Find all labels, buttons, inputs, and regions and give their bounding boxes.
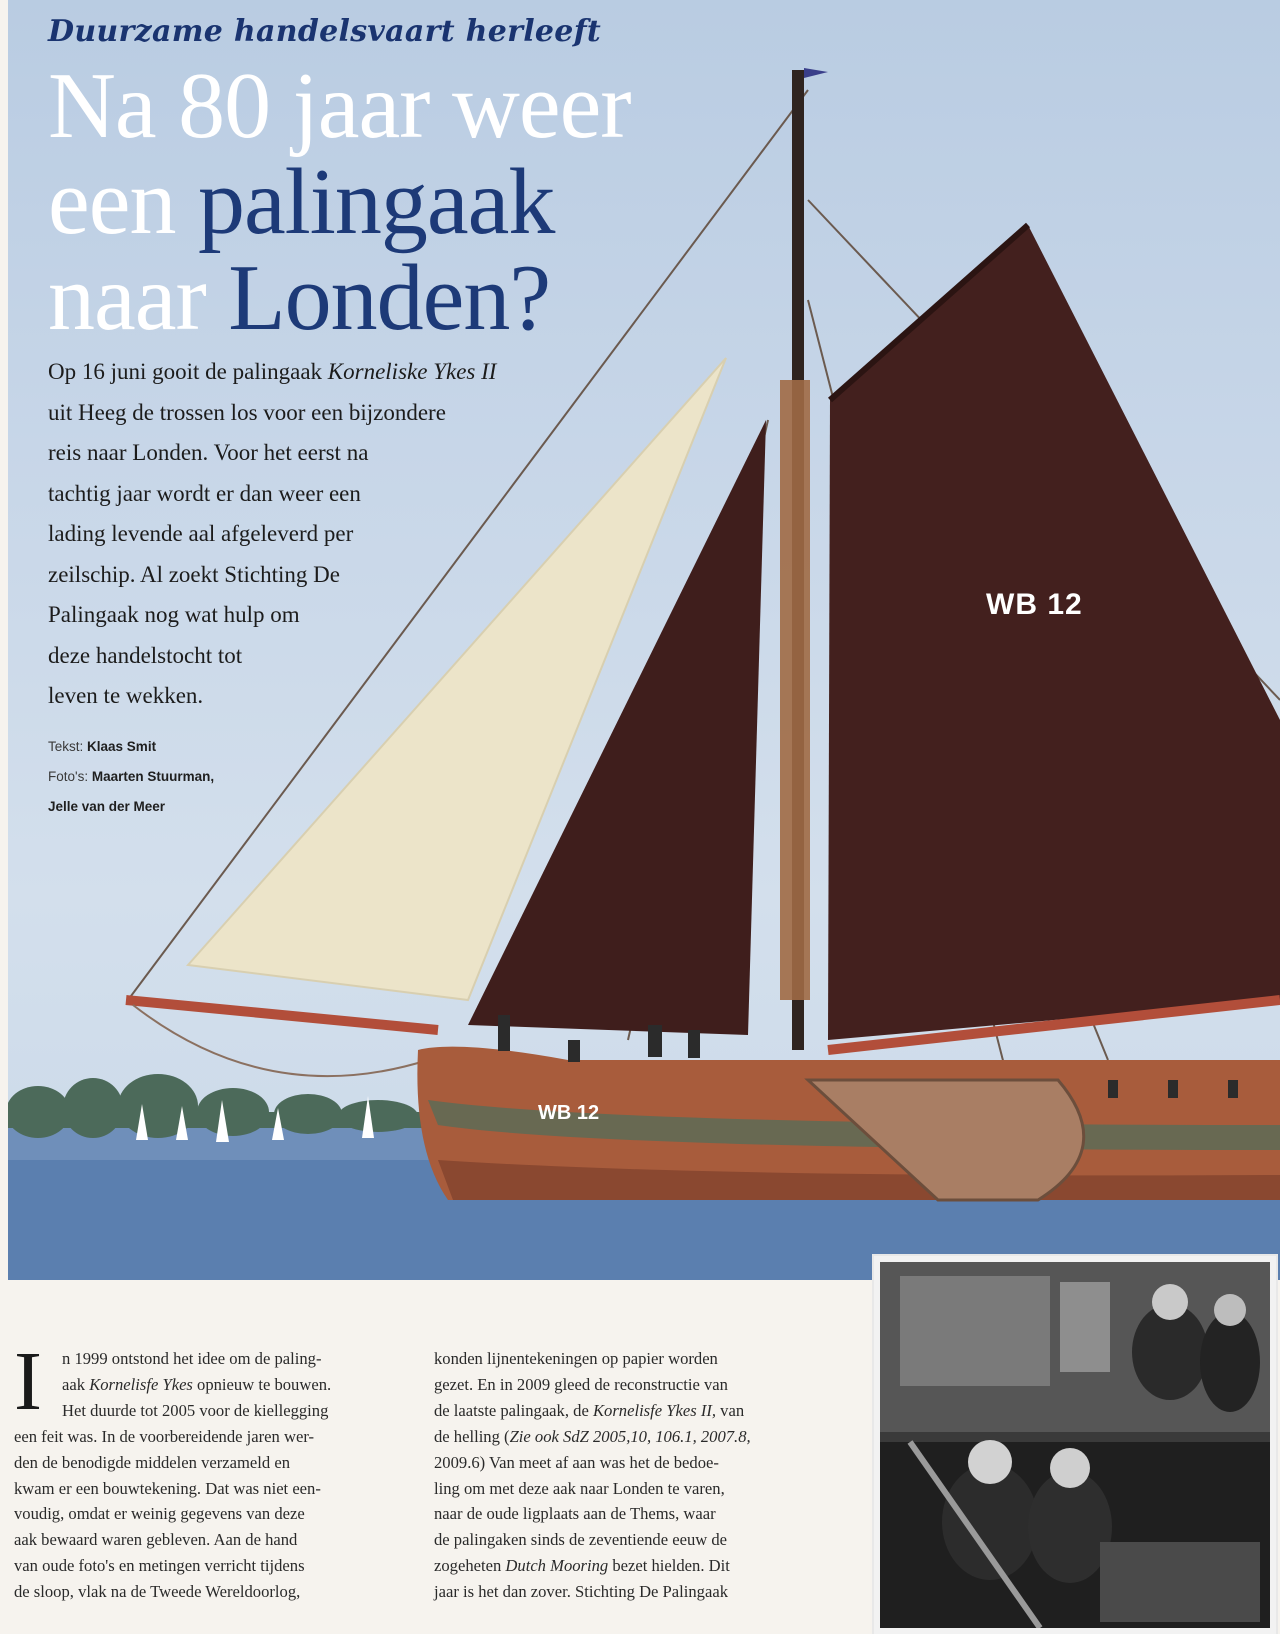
lead-line: uit Heeg de trossen los voor een bijzondere [48, 399, 446, 425]
article-credits [48, 732, 348, 822]
mooring-name: Dutch Mooring [505, 1556, 609, 1576]
body-line: gezet. En in 2009 gleed de reconstructie van [434, 1374, 728, 1394]
body-column-2 [434, 1346, 834, 1605]
lead-line: leven te wekken. [48, 683, 204, 708]
body-line: voudig, omdat er weinig gegevens van deze [14, 1504, 305, 1524]
photo-credit-cont [48, 792, 348, 822]
body-line: aak bewaard waren gebleven. Aan de hand [14, 1530, 298, 1550]
sail-number: WB 12 [986, 588, 1083, 621]
body-text: bezet hielden. Dit [608, 1556, 730, 1576]
body-column-1 [14, 1335, 404, 1605]
body-line [434, 1424, 834, 1450]
body-line: konden lijnentekeningen op papier worden [434, 1349, 718, 1368]
archive-photo [872, 1254, 1278, 1634]
body-text: de helling ( [434, 1426, 510, 1446]
headline-line-3 [48, 246, 768, 350]
ship-name: Kornelisfe Ykes II, [592, 1400, 717, 1420]
body-text: zogeheten [434, 1556, 506, 1576]
hull-number: WB 12 [538, 1102, 600, 1124]
text-credit-label: Tekst: [48, 739, 84, 754]
body-line [14, 1372, 404, 1398]
body-line [434, 1398, 834, 1424]
body-line: den de benodigde middelen verzameld en [14, 1452, 290, 1472]
sailing-ship-photo [8, 0, 1280, 1280]
body-line: Het duurde tot 2005 voor de kiellegging [62, 1400, 329, 1420]
lead-line [48, 352, 548, 393]
lead-line: zeilschip. Al zoekt Stichting De [48, 561, 340, 587]
body-text: aak [62, 1374, 90, 1394]
body-line: de sloop, vlak na de Tweede Wereldoorlog, [14, 1582, 301, 1602]
body-text: opnieuw te bouwen. [192, 1374, 332, 1394]
bowsprit [126, 1000, 438, 1030]
lead-line: deze handelstocht tot [48, 642, 243, 668]
body-line: n 1999 ontstond het idee om de paling- [62, 1349, 322, 1368]
body-line: ling om met deze aak naar Londen te varen, [434, 1478, 725, 1498]
lead-text: Op 16 juni gooit de palingaak [48, 359, 328, 384]
body-line: kwam er een bouwtekening. Dat was niet een- [14, 1478, 321, 1498]
body-line: 2009.6) Van meet af aan was het de bedoe- [434, 1452, 719, 1472]
lead-line: lading levende aal afgeleverd per [48, 521, 354, 546]
reference-citation: Zie ook SdZ 2005,10, 106.1, 2007.8, [509, 1426, 751, 1446]
body-line: jaar is het dan zover. Stichting De Palingaak [434, 1582, 728, 1602]
ship-name: Kornelisfe Ykes [89, 1374, 193, 1394]
photo-credit-label: Foto's: [48, 769, 89, 784]
headline-line-2 [48, 150, 768, 254]
lead-line: reis naar Londen. Voor het eerst na [48, 440, 369, 465]
lead-line: tachtig jaar wordt er dan weer een [48, 480, 361, 506]
archive-photo-illustration [880, 1262, 1270, 1628]
lead-line: Palingaak nog wat hulp om [48, 602, 300, 627]
headline-line-2-plain: een [48, 150, 198, 254]
ship-name: Korneliske Ykes II [327, 359, 497, 384]
article-headline [48, 54, 768, 350]
body-line [434, 1553, 834, 1579]
article-lead [48, 352, 548, 717]
photo-credit [48, 762, 348, 792]
body-line: een feit was. In de voorbereidende jaren wer- [14, 1426, 315, 1446]
headline-line-3-plain: naar [48, 246, 229, 350]
body-line: naar de oude ligplaats aan de Thems, waar [434, 1504, 716, 1524]
drop-cap: I [14, 1335, 42, 1428]
photo-credit-author: Jelle van der Meer [48, 799, 166, 814]
body-line: van oude foto's en metingen verricht tijdens [14, 1556, 305, 1576]
headline-line-1: Na 80 jaar weer [48, 54, 631, 158]
article-kicker: Duurzame handelsvaart herleeft [48, 14, 602, 49]
headline-line-3-accent: Londen? [228, 246, 551, 350]
text-credit-author: Klaas Smit [87, 739, 157, 754]
body-text: de laatste palingaak, de [434, 1400, 593, 1420]
body-line: de palingaken sinds de zeventiende eeuw de [434, 1530, 728, 1550]
body-text: van [716, 1400, 745, 1420]
text-credit [48, 732, 348, 762]
photo-credit-author: Maarten Stuurman, [91, 769, 215, 784]
main-sail [828, 225, 1280, 1040]
headline-line-2-accent: palingaak [197, 150, 555, 254]
